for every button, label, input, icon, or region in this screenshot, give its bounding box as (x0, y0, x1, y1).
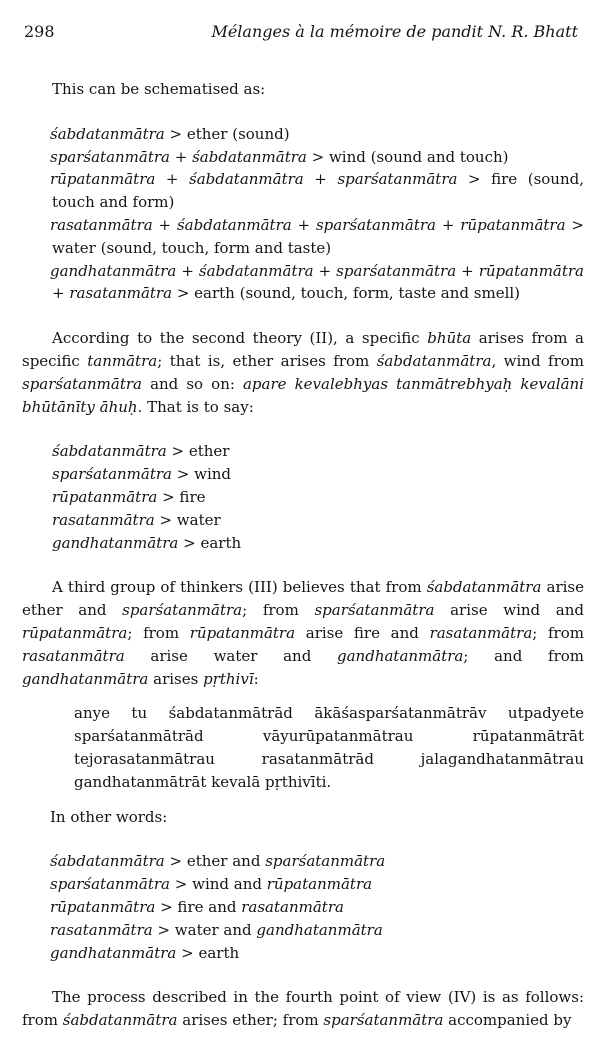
sanskrit-term: śabdatanmātra (50, 124, 165, 143)
scheme-line: gandhatanmātra > earth (50, 943, 240, 962)
scheme-line: rasatanmātra + śabdatanmātra + sparśatanmātra + rūpatanmātra > water (sound, touch, form and taste) (50, 215, 584, 257)
scheme-first-theory (22, 123, 584, 305)
sanskrit-term: rūpatanmātra (460, 215, 566, 234)
sanskrit-term: sparśatanmātra (315, 215, 436, 234)
sanskrit-term: rūpatanmātra (50, 170, 156, 189)
sanskrit-term: śabdatanmātra (426, 578, 542, 597)
sanskrit-term: śabdatanmātra (52, 442, 167, 461)
sanskrit-term: bhūta (427, 329, 472, 348)
scheme-line: śabdatanmātra > ether (sound) (50, 124, 290, 143)
sanskrit-term: sparśatanmātra (265, 852, 386, 871)
running-title: Mélanges à la mémoire de pandit N. R. Bhatt (211, 22, 578, 41)
scheme-line: sparśatanmātra > wind (52, 465, 232, 484)
scheme-line: rūpatanmātra > fire (52, 487, 206, 506)
scheme-line: rasatanmātra > water and gandhatanmātra (50, 920, 383, 939)
sanskrit-term: sparśatanmātra (336, 261, 457, 280)
sanskrit-term: rūpatanmātra (266, 875, 373, 894)
paragraph-third-theory: A third group of thinkers (III) believes that from śabdatanmātra arise ether and sparśatanmātra; from sparśatanmātra arise wind and rūpatanmātra; from rūpatanmātra arise fire and rasatanmātra; from rasatanmātra arise water and gandhatanmātra; and from gandhatanmātra arises pṛthivī: (22, 578, 585, 688)
scheme-second-theory (22, 440, 584, 554)
sanskrit-term: rasatanmātra (50, 215, 153, 234)
scheme-line: gandhatanmātra > earth (52, 533, 242, 552)
scheme-line: sparśatanmātra > wind and rūpatanmātra (50, 875, 373, 894)
sanskrit-term: sparśatanmātra (50, 875, 170, 894)
sanskrit-term: gandhatanmātra (256, 920, 383, 939)
sanskrit-term: gandhatanmātra (50, 943, 177, 962)
sanskrit-term: rūpatanmātra (50, 897, 156, 916)
sanskrit-term: rasatanmātra (429, 623, 533, 642)
sanskrit-term: gandhatanmātra (22, 669, 149, 688)
sanskrit-term: sparśatanmātra (52, 465, 172, 484)
scheme-line: sparśatanmātra + śabdatanmātra > wind (sound and touch) (50, 147, 509, 166)
sanskrit-term: sparśatanmātra (122, 601, 243, 620)
sanskrit-term: śabdatanmātra (176, 215, 292, 234)
sanskrit-term: śabdatanmātra (189, 170, 304, 189)
sanskrit-term: śabdatanmātra (376, 351, 492, 370)
page-number: 298 (24, 22, 55, 41)
sanskrit-term: gandhatanmātra (50, 261, 177, 280)
sanskrit-term: rūpatanmātra (478, 261, 585, 280)
sanskrit-term: rasatanmātra (69, 284, 173, 303)
scheme-line: rūpatanmātra + śabdatanmātra + sparśatanmātra > fire (sound, touch and form) (50, 170, 584, 212)
sanskrit-term: pṛthivī (203, 669, 254, 688)
sanskrit-term: śabdatanmātra (198, 261, 314, 280)
sanskrit-term: rūpatanmātra (189, 623, 296, 642)
sanskrit-term: rūpatanmātra (52, 487, 158, 506)
scheme-line: gandhatanmātra + śabdatanmātra + sparśatanmātra + rūpatanmātra + rasatanmātra > earth (sound, touch, form, taste and smell) (50, 261, 585, 303)
sanskrit-term: sparśatanmātra (323, 1011, 444, 1030)
sanskrit-term: tanmātra (87, 351, 158, 370)
sanskrit-term: śabdatanmātra (192, 147, 307, 166)
sanskrit-term: rasatanmātra (50, 920, 153, 939)
paragraph-fourth-theory: The process described in the fourth point of view (IV) is as follows: from śabdatanmātra arises ether; from sparśatanmātra accompanied by (22, 988, 584, 1030)
sanskrit-term: rasatanmātra (22, 646, 125, 665)
sanskrit-term: sparśatanmātra (50, 147, 170, 166)
sanskrit-term: sparśatanmātra (314, 601, 435, 620)
sanskrit-term: sparśatanmātra (22, 374, 142, 393)
scheme-third-theory (22, 850, 584, 964)
sanskrit-term: śabdatanmātra (62, 1011, 178, 1030)
intro-line: This can be schematised as: (52, 80, 266, 98)
sanskrit-term: rasatanmātra (241, 897, 344, 916)
sanskrit-term: sparśatanmātra (337, 170, 458, 189)
scheme-line: rūpatanmātra > fire and rasatanmātra (50, 897, 344, 916)
sanskrit-term: rasatanmātra (52, 510, 155, 529)
paragraph-second-theory: According to the second theory (II), a specific bhūta arises from a specific tanmātra; that is, ether arises from śabdatanmātra, wind from sparśatanmātra and so on: apare kevalebhyas tanmātrebhyaḥ kevalāni bhūtānīty āhuḥ. That is to say: (22, 329, 584, 416)
in-other-words-line: In other words: (50, 807, 168, 826)
scheme-line: śabdatanmātra > ether (52, 442, 230, 461)
sanskrit-quote: anye tu śabdatanmātrād ākāśasparśatanmātrāv utpadyete sparśatanmātrād vāyurūpatanmātrau rūpatanmātrāt tejorasatanmātrau rasatanmātrād jalagandhatanmātrau gandhatanmātrāt kevalā pṛthivīti. (74, 704, 584, 791)
page-body (22, 78, 584, 1032)
sanskrit-term: gandhatanmātra (337, 646, 464, 665)
scheme-line: śabdatanmātra > ether and sparśatanmātra (50, 852, 386, 871)
sanskrit-term: apare kevalebhyas tanmātrebhyaḥ kevalāni bhūtānīty āhuḥ (22, 374, 584, 416)
sanskrit-term: gandhatanmātra (52, 533, 179, 552)
sanskrit-term: rūpatanmātra (22, 623, 128, 642)
sanskrit-term: śabdatanmātra (50, 852, 165, 871)
scheme-line: rasatanmātra > water (52, 510, 221, 529)
